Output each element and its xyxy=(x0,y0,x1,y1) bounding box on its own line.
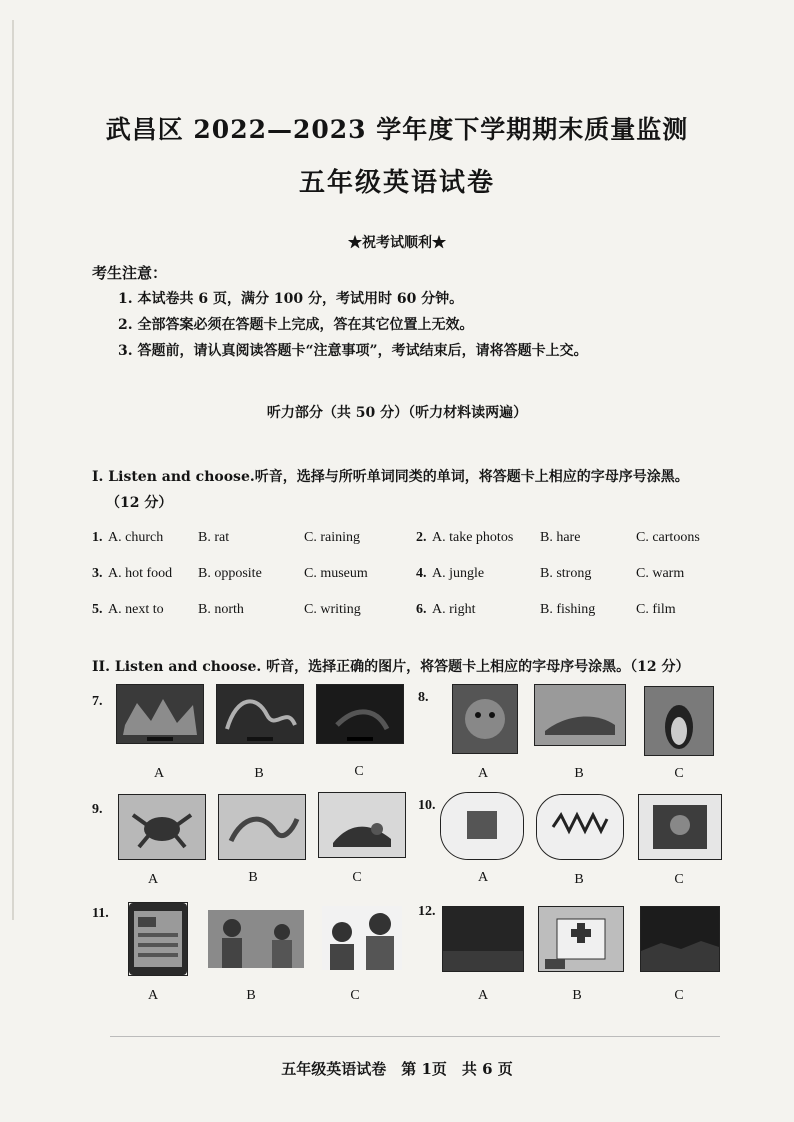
picture-option-c[interactable] xyxy=(644,686,714,756)
section-1-points: （12 分） xyxy=(106,495,173,511)
caption-c: C xyxy=(674,766,684,781)
option-a[interactable]: A. jungle xyxy=(432,566,485,581)
picture-option-a[interactable] xyxy=(440,792,524,860)
caption-b: B xyxy=(248,870,258,885)
listening-header: 听力部分（共 50 分）（听力材料读两遍） xyxy=(266,405,528,421)
picture-option-b[interactable] xyxy=(538,906,624,972)
seal-image xyxy=(453,685,517,753)
option-b[interactable]: B. north xyxy=(198,602,244,617)
option-c[interactable]: C. film xyxy=(636,602,676,617)
section-1-title: I. Listen and choose.听音，选择与所听单词同类的单词，将答题卡上相应的字母序号涂黑。 xyxy=(92,469,689,485)
speech-bubble-image xyxy=(537,795,623,859)
divider xyxy=(110,1036,720,1037)
hospital-image xyxy=(539,907,623,971)
notice-title: 考生注意： xyxy=(92,264,168,282)
picture-option-c[interactable] xyxy=(640,906,720,972)
caption-b: B xyxy=(572,988,582,1003)
caption-a: A xyxy=(477,988,489,1003)
tv-show-image xyxy=(117,685,203,743)
picture-option-a[interactable] xyxy=(116,684,204,744)
caption-a: A xyxy=(147,988,159,1003)
dark-scene-image xyxy=(641,907,719,971)
option-c[interactable]: C. cartoons xyxy=(636,530,700,545)
kids-talking-image xyxy=(322,906,402,970)
speech-bubble-image xyxy=(639,795,721,859)
option-b[interactable]: B. fishing xyxy=(540,602,596,617)
caption-a: A xyxy=(477,766,489,781)
crab-image xyxy=(119,795,205,859)
dark-scene-image xyxy=(443,907,523,971)
option-c[interactable]: C. writing xyxy=(304,602,361,617)
caption-c: C xyxy=(350,988,360,1003)
seal-image xyxy=(535,685,625,745)
picture-option-b[interactable] xyxy=(216,684,304,744)
question-number: 9. xyxy=(92,802,103,817)
question-number: 7. xyxy=(92,694,103,709)
notice-list xyxy=(118,286,588,364)
question-number: 11. xyxy=(92,906,109,921)
good-luck-line: ★祝考试顺利★ xyxy=(348,235,446,251)
question-number: 4. xyxy=(416,566,427,581)
tablet-image xyxy=(129,903,187,975)
question-number: 8. xyxy=(418,690,429,705)
option-b[interactable]: B. hare xyxy=(540,530,581,545)
picture-option-b[interactable] xyxy=(208,910,304,968)
caption-c: C xyxy=(352,870,362,885)
picture-option-c[interactable] xyxy=(638,794,722,860)
question-number: 3. xyxy=(92,566,103,581)
option-a[interactable]: A. right xyxy=(432,602,476,617)
caption-b: B xyxy=(254,766,264,781)
caption-a: A xyxy=(147,872,159,887)
people-talking-image xyxy=(208,910,304,968)
option-b[interactable]: B. strong xyxy=(540,566,592,581)
notice-item: 3. 答题前，请认真阅读答题卡“注意事项”，考试结束后，请将答题卡上交。 xyxy=(118,343,588,359)
option-a[interactable]: A. take photos xyxy=(432,530,514,545)
question-number: 2. xyxy=(416,530,427,545)
picture-option-b[interactable] xyxy=(218,794,306,860)
question-number: 5. xyxy=(92,602,103,617)
option-a[interactable]: A. next to xyxy=(108,602,164,617)
caption-b: B xyxy=(574,766,584,781)
page-footer: 五年级英语试卷 第 1页 共 6 页 xyxy=(281,1060,513,1078)
picture-option-a[interactable] xyxy=(452,684,518,754)
caption-a: A xyxy=(153,766,165,781)
picture-option-c[interactable] xyxy=(322,906,402,970)
question-number: 10. xyxy=(418,798,436,813)
picture-option-a[interactable] xyxy=(442,906,524,972)
caption-c: C xyxy=(674,872,684,887)
exam-subtitle: 五年级英语试卷 xyxy=(298,168,495,198)
option-b[interactable]: B. rat xyxy=(198,530,230,545)
picture-option-b[interactable] xyxy=(536,794,624,860)
caption-b: B xyxy=(246,988,256,1003)
caption-c: C xyxy=(674,988,684,1003)
picture-option-b[interactable] xyxy=(534,684,626,746)
option-c[interactable]: C. raining xyxy=(304,530,360,545)
caption-c: C xyxy=(354,764,364,779)
seal-image xyxy=(319,793,405,857)
penguin-image xyxy=(645,687,713,755)
tv-show-image xyxy=(217,685,303,743)
option-c[interactable]: C. museum xyxy=(304,566,368,581)
option-b[interactable]: B. opposite xyxy=(198,566,262,581)
exam-title: 武昌区 2022—2023 学年度下学期期末质量监测 xyxy=(105,115,689,144)
notice-item: 2. 全部答案必须在答题卡上完成，答在其它位置上无效。 xyxy=(118,317,474,333)
option-a[interactable]: A. hot food xyxy=(108,566,173,581)
picture-option-c[interactable] xyxy=(316,684,404,744)
caption-a: A xyxy=(477,870,489,885)
question-number: 6. xyxy=(416,602,427,617)
question-number: 12. xyxy=(418,904,436,919)
notice-item: 1. 本试卷共 6 页，满分 100 分，考试用时 60 分钟。 xyxy=(118,291,464,307)
speech-bubble-image xyxy=(441,793,523,859)
picture-option-c[interactable] xyxy=(318,792,406,858)
caption-b: B xyxy=(574,872,584,887)
scan-edge xyxy=(12,20,14,920)
picture-option-a[interactable] xyxy=(128,902,188,976)
picture-option-a[interactable] xyxy=(118,794,206,860)
option-c[interactable]: C. warm xyxy=(636,566,685,581)
question-number: 1. xyxy=(92,530,103,545)
option-a[interactable]: A. church xyxy=(108,530,164,545)
tv-show-image xyxy=(317,685,403,743)
section-2-title: II. Listen and choose. 听音，选择正确的图片，将答题卡上相应的字母序号涂黑。（12 分） xyxy=(92,659,690,675)
animal-image xyxy=(219,795,305,859)
